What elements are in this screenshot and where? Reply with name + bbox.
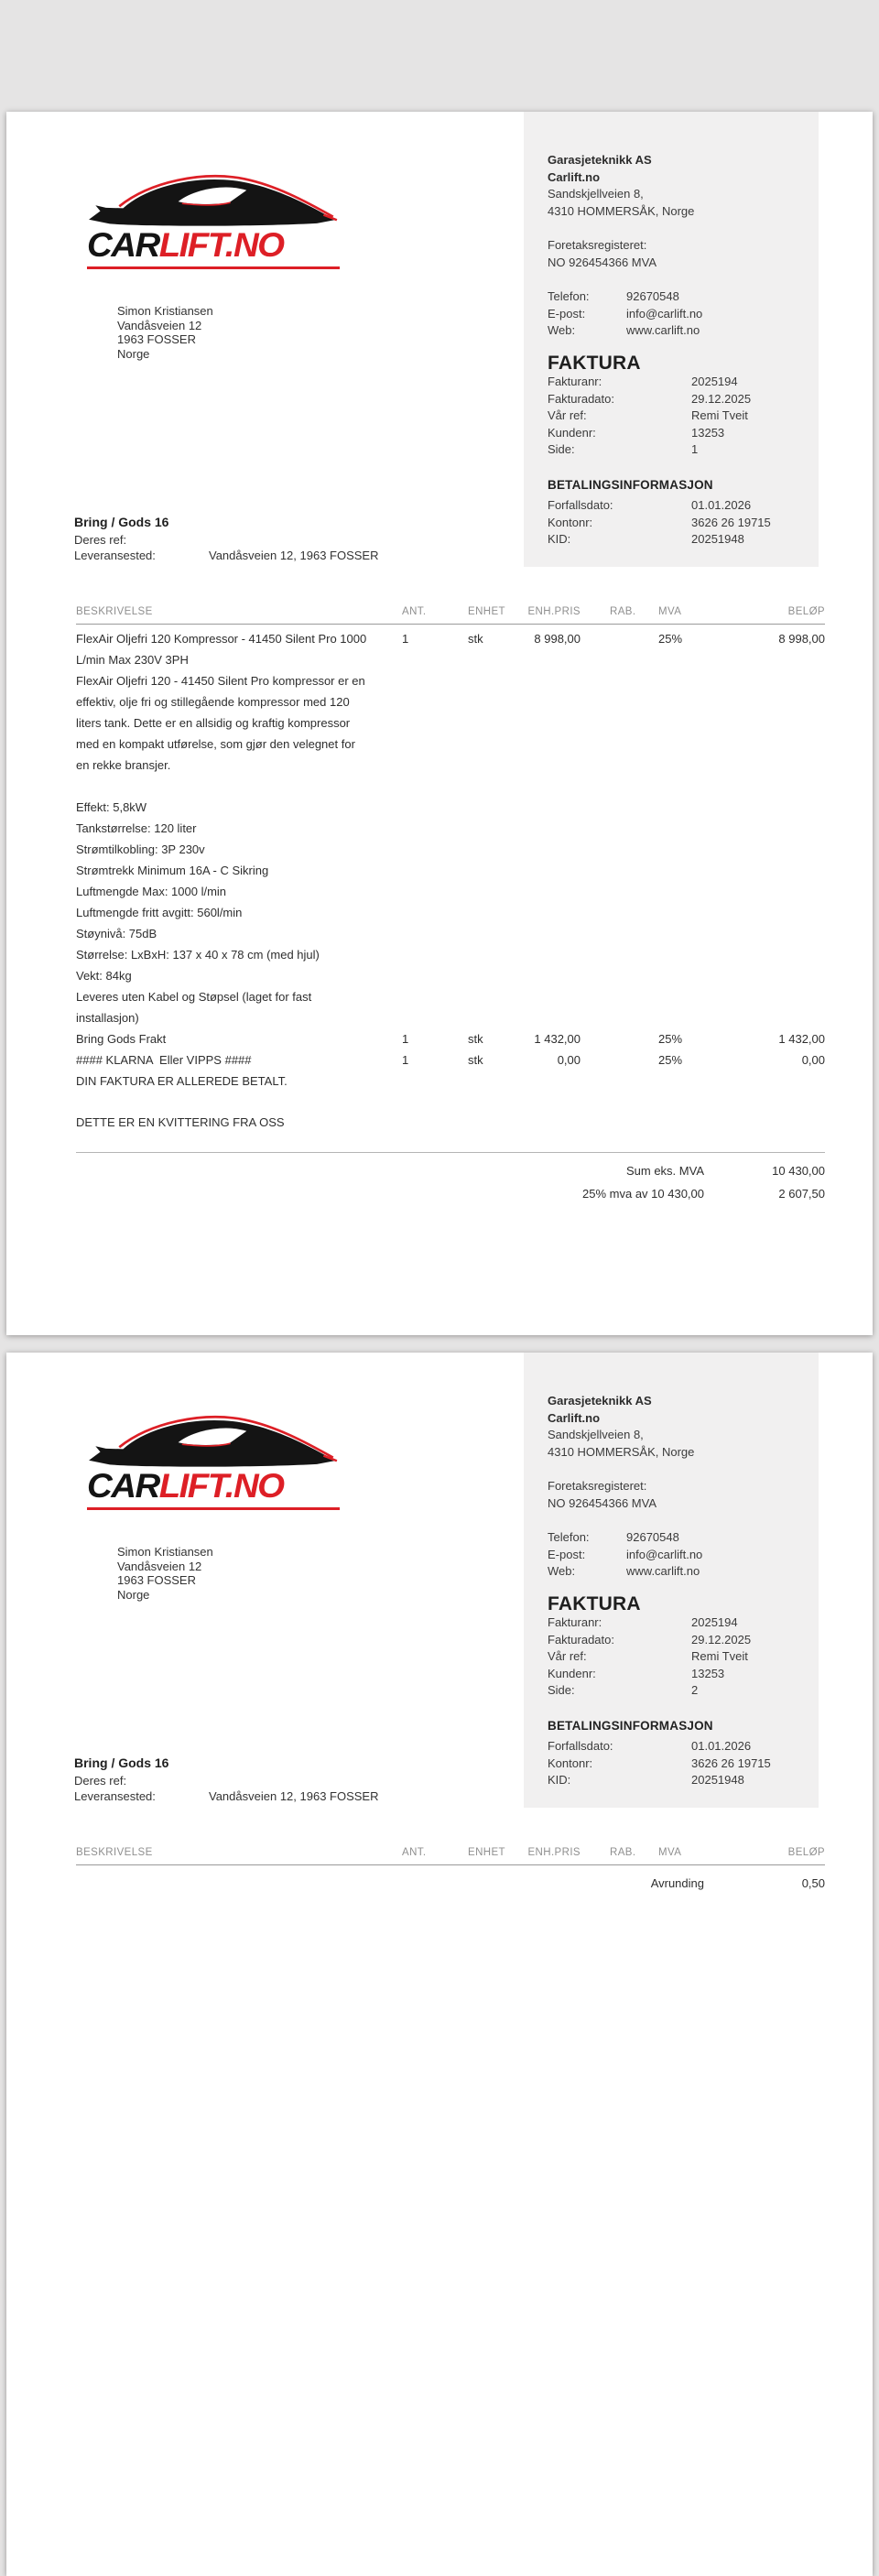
seller-info-panel [524,1353,819,1808]
kid-row: KID: 20251948 [548,1773,744,1787]
invoice-page-1 [6,112,873,1335]
seller-street: Sandskjellveien 8, [548,1428,644,1441]
contact-row-web: Web: www.carlift.no [548,1564,700,1578]
account-number-row: Kontonr: 3626 26 19715 [548,1755,771,1770]
carlift-logo [87,1408,340,1510]
items-table [76,606,825,1205]
registry-value: NO 926454366 MVA [548,1495,657,1510]
header-rule [76,1864,825,1865]
page-number-row: Side: 2 [548,1682,800,1700]
table-row: FlexAir Oljefri 120 Kompressor - 41450 Silent Pro 1000 L/min Max 230V 3PH 1 stk 8 998,00 25% 8 998,00 [76,632,825,667]
invoice-date-row: Fakturadato: 29.12.2025 [548,391,752,406]
customer-number-row: Kundenr: 13253 [548,1666,725,1680]
seller-city: 4310 HOMMERSÅK, Norge [548,1444,695,1459]
logo-underline [87,1507,340,1510]
invoice-page-2 [6,1353,873,2576]
seller-name: Garasjeteknikk AS [548,1394,652,1408]
table-row: DIN FAKTURA ER ALLEREDE BETALT. [76,1074,288,1088]
totals-block [76,1872,825,1895]
due-date-row: Forfallsdato: 01.01.2026 [548,498,752,512]
your-ref-row: Deres ref: [74,533,127,547]
seller-city: 4310 HOMMERSÅK, Norge [548,203,695,218]
payment-info-title: BETALINGSINFORMASJON [548,1718,713,1733]
table-row: Luftmengde Max: 1000 l/min [76,885,227,898]
contact-row-web: Web: www.carlift.no [548,323,700,337]
delivery-address-row: Leveransested: Vandåsveien 12, 1963 FOSSER [74,549,379,562]
table-row: Bring Gods Frakt 1 stk 1 432,00 25% 1 432,00 [76,1032,825,1046]
vat-row: 25% mva av 10 430,00 2 607,50 [582,1187,825,1201]
page-number-value: 2 [691,1683,699,1697]
kid-row: KID: 20251948 [548,532,744,546]
contact-row-email: E-post: info@carlift.no [548,306,703,321]
carlift-logo-text: CARLIFT.NO [87,1467,284,1505]
invoice-title: FAKTURA [548,1592,641,1614]
page-number-value: 1 [691,442,699,456]
our-ref-row: Vår ref: Remi Tveit [548,408,748,422]
table-header: BESKRIVELSE ANT. ENHET ENH.PRIS RAB. MVA BELØP [76,606,825,617]
items-table [76,1847,825,1895]
due-date-row: Forfallsdato: 01.01.2026 [548,1739,752,1753]
seller-name: Garasjeteknikk AS [548,153,652,167]
totals-block [76,1159,825,1205]
seller-brand: Carlift.no [548,1410,601,1425]
table-row: Støynivå: 75dB [76,927,157,940]
registry-value: NO 926454366 MVA [548,255,657,269]
table-row: Leveres uten Kabel og Støpsel (laget for fast installasjon) [76,990,315,1025]
table-row: Strømtrekk Minimum 16A - C Sikring [76,864,269,877]
invoice-title: FAKTURA [548,352,641,374]
seller-street: Sandskjellveien 8, [548,187,644,201]
customer-number-row: Kundenr: 13253 [548,425,725,440]
rounding-row: Avrunding 0,50 [650,1876,825,1890]
delivery-block [74,515,379,563]
contact-row-phone: Telefon: 92670548 [548,289,679,303]
contact-row-phone: Telefon: 92670548 [548,1530,679,1544]
your-ref-row: Deres ref: [74,1774,127,1788]
customer-address: Simon Kristiansen Vandåsveien 12 1963 FOSSER Norge [117,304,213,361]
delivery-block [74,1755,379,1804]
carlift-car-icon [87,1408,340,1468]
registry-label: Foretaksregisteret: [548,238,647,252]
carlift-logo [87,167,340,269]
page-number-row: Side: 1 [548,441,800,459]
table-row: DETTE ER EN KVITTERING FRA OSS [76,1115,285,1129]
seller-info-panel [524,112,819,567]
invoice-date-row: Fakturadato: 29.12.2025 [548,1632,752,1647]
carlift-car-icon [87,167,340,227]
registry-label: Foretaksregisteret: [548,1479,647,1493]
table-row: Vekt: 84kg [76,969,132,983]
carlift-logo-text: CARLIFT.NO [87,226,284,264]
seller-brand: Carlift.no [548,169,601,184]
table-row: Tankstørrelse: 120 liter [76,821,197,835]
table-row: Luftmengde fritt avgitt: 560l/min [76,906,243,919]
table-row: Effekt: 5,8kW [76,800,147,814]
totals-rule [76,1152,825,1153]
delivery-address-row: Leveransested: Vandåsveien 12, 1963 FOSSER [74,1789,379,1803]
shipping-method: Bring / Gods 16 [74,515,169,529]
invoice-number-row: Fakturanr: 2025194 [548,1615,738,1629]
invoice-number-row: Fakturanr: 2025194 [548,375,738,388]
logo-underline [87,266,340,269]
our-ref-row: Vår ref: Remi Tveit [548,1649,748,1663]
table-row: FlexAir Oljefri 120 - 41450 Silent Pro kompressor er en effektiv, olje fri og stillegående kompressor med 120 liters tank. Dette er en allsidig og kraftig kompressor med en kompakt utførelse, som gjør den velegnet for en rekke bransjer. [76,674,369,772]
header-rule [76,624,825,625]
contact-row-email: E-post: info@carlift.no [548,1547,703,1561]
table-row: #### KLARNA Eller VIPPS #### 1 stk 0,00 25% 0,00 [76,1053,825,1067]
table-header: BESKRIVELSE ANT. ENHET ENH.PRIS RAB. MVA BELØP [76,1847,825,1858]
shipping-method: Bring / Gods 16 [74,1755,169,1770]
payment-info-title: BETALINGSINFORMASJON [548,477,713,492]
table-row: Strømtilkobling: 3P 230v [76,842,205,856]
table-row: Størrelse: LxBxH: 137 x 40 x 78 cm (med hjul) [76,948,320,962]
account-number-row: Kontonr: 3626 26 19715 [548,515,771,529]
subtotal-row: Sum eks. MVA 10 430,00 [625,1164,825,1178]
customer-address: Simon Kristiansen Vandåsveien 12 1963 FOSSER Norge [117,1545,213,1602]
